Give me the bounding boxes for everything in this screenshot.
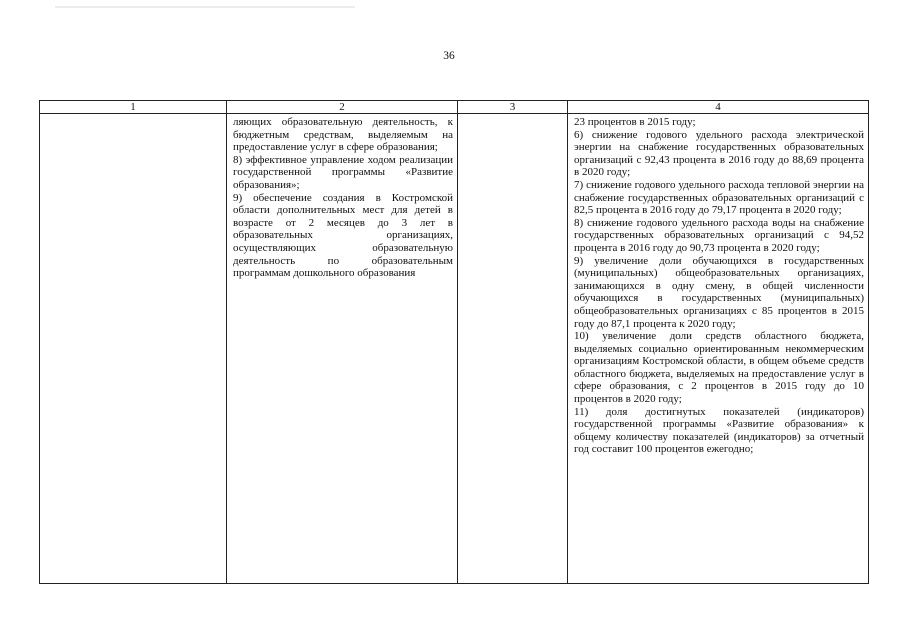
cell-col-2 [227,114,458,584]
tasks-paragraph: 8) эффективное управление ходом реализации государственной программы «Развитие образования»; [233,153,453,191]
cell-col-3 [458,114,568,584]
tasks-paragraph: 9) обеспечение создания в Костромской области дополнительных мест для детей в возрасте от 2 месяцев до 3 лет в образовательных организациях, осуществляющих образовательную деятельность по образовательным программам дошкольного образования [233,191,453,280]
indicator-paragraph: 10) увеличение доли средств областного бюджета, выделяемых социально ориентированным некоммерческим организациям Костромской области, в общем объеме средств областного бюджета, выделяемых на предоставление услуг в сфере образования, с 2 процентов в 2015 году до 10 процентов в 2020 году; [574,330,864,406]
indicator-paragraph: 23 процентов в 2015 году; [574,116,696,128]
cell-col-4 [568,114,869,584]
column-number-1: 1 [40,101,227,114]
page-number: 36 [443,50,455,62]
program-table [39,100,869,584]
scan-artifact [55,6,355,8]
indicator-paragraph: 7) снижение годового удельного расхода тепловой энергии на снабжение государственных образовательных организаций с 82,5 процента в 2016 году до 79,17 процента в 2020 году; [574,178,864,217]
tasks-paragraph: ляющих образовательную деятельность, к бюджетным средствам, выделяемым на предоставление услуг в сфере образования; [233,116,453,154]
table-row [40,114,869,584]
table-header-row [40,101,869,114]
indicator-paragraph: 11) доля достигнутых показателей (индикаторов) государственной программы «Развитие образования» к общему количеству показателей (индикаторов) за отчетный год составит 100 процентов ежегодно; [574,405,864,456]
indicator-paragraph: 9) увеличение доли обучающихся в государственных (муниципальных) общеобразовательных организациях, занимающихся в одну смену, в общей численности обучающихся в государственных (муниципальных) общеобразовательных организациях с 85 процентов в 2015 году до 87,1 процента к 2020 году; [574,254,864,330]
cell-col-1 [40,114,227,584]
indicator-paragraph: 8) снижение годового удельного расхода воды на снабжение государственных образовательных организаций с 94,52 процента в 2016 году до 90,73 процента в 2020 году; [574,216,864,254]
column-number-3: 3 [458,101,568,114]
column-number-4: 4 [568,101,869,114]
indicator-paragraph: 6) снижение годового удельного расхода электрической энергии на снабжение государственных образовательных организаций с 92,43 процента в 2016 году до 88,69 процента в 2020 году; [574,128,864,179]
column-number-2: 2 [227,101,458,114]
